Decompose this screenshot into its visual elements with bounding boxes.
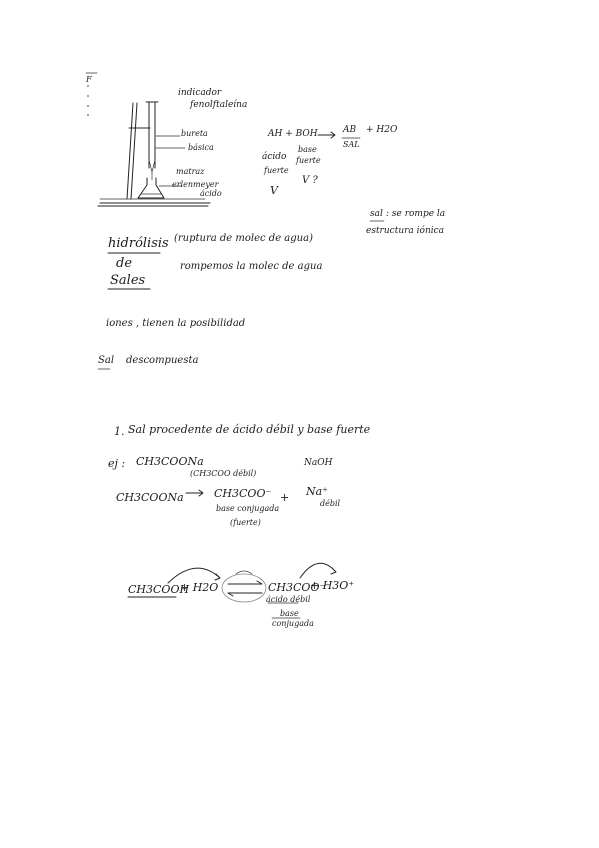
dissociation-anion: CH3COO⁻ [214, 487, 272, 500]
naoh-label: NaOH [304, 458, 333, 468]
rompemos-note: rompemos la molec de agua [180, 261, 323, 272]
rupture-note: (ruptura de molec de agua) [174, 233, 313, 244]
hydrolysis-water: + H2O [180, 581, 219, 594]
dissociation-cation: Na⁺ [306, 485, 328, 498]
base-strong-word: fuerte [296, 156, 321, 165]
question-mark-v: V ? [302, 175, 318, 186]
anion-sub-2: (fuerte) [230, 518, 261, 527]
case-number: 1. [114, 425, 125, 438]
product-water: + H2O [366, 125, 398, 135]
hydrolysis-sub-3: conjugada [272, 619, 314, 628]
dissociation-reactant: CH3COONa [116, 491, 184, 504]
heading-sales: Sales [110, 273, 146, 288]
phenolphthalein-label: fenolftaleína [190, 100, 248, 110]
margin-dot [87, 85, 89, 87]
titration-apparatus-drawing [98, 102, 210, 206]
margin-dot [87, 114, 89, 116]
example-formula: CH3COONa [136, 455, 204, 468]
margin-dot [87, 105, 89, 107]
sal-note-text: : se rompe la [386, 209, 446, 219]
sal-note-label: sal [370, 209, 383, 219]
dissociation-arrow [186, 490, 203, 496]
example-sub: (CH3COO débil) [190, 469, 257, 478]
buret-label: bureta [181, 129, 208, 138]
indicator-label: indicador [178, 88, 222, 98]
example-label: ej : [108, 457, 126, 470]
acid-strong-word: fuerte [264, 166, 289, 175]
hydrolysis-sub-2: base [280, 609, 299, 618]
sal-word: Sal [98, 355, 115, 366]
margin-dot [87, 95, 89, 97]
erlenmeyer-label: erlenmeyer [172, 180, 219, 189]
descompuesta-word: descompuesta [126, 355, 199, 366]
hydrolysis-sub-1: ácido débil [266, 595, 311, 604]
heading-hidrolisis: hidrólisis [108, 236, 169, 251]
iones-note: iones , tienen la posibilidad [106, 318, 246, 329]
base-word-small: base [298, 145, 317, 154]
hydrolysis-acid: CH3COOH [128, 583, 190, 596]
heading-de: de [116, 256, 133, 271]
case-title: Sal procedente de ácido débil y base fuerte [128, 423, 371, 436]
dissociation-plus: + [280, 491, 290, 504]
hydrolysis-anion: CH3COO⁻ [268, 581, 326, 594]
reaction-arrow [318, 132, 335, 138]
sal-note-text-2: estructura iónica [366, 226, 445, 236]
product-salt: AB [343, 125, 357, 135]
acid-word: ácido [262, 152, 287, 162]
margin-mark: F [86, 75, 92, 84]
product-salt-label: SAL [343, 140, 360, 149]
hydrolysis-h3o: + H3O⁺ [310, 579, 355, 592]
base-solution-label: básica [188, 143, 214, 152]
cation-sub: débil [320, 499, 341, 508]
acid-label: ácido [200, 189, 222, 198]
small-v-mark: V [270, 184, 278, 197]
equilibrium-arrows [222, 571, 266, 602]
flask-label: matraz [176, 167, 205, 176]
reactants: AH + BOH [268, 129, 318, 139]
curved-arrow [300, 563, 336, 578]
anion-sub-1: base conjugada [216, 504, 280, 513]
